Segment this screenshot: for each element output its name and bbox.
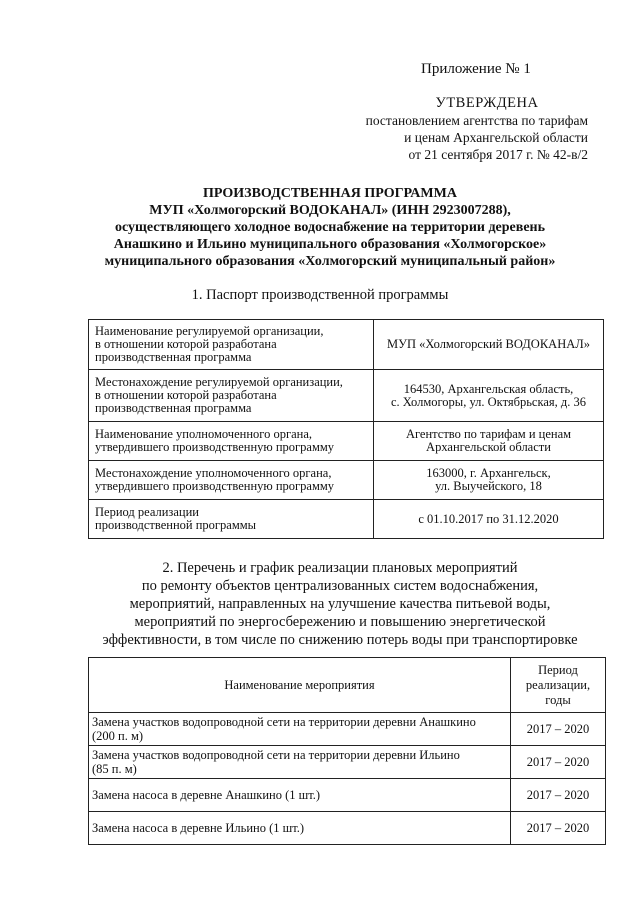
- table-row: [89, 713, 606, 746]
- cell-line: Замена насоса в деревне Анашкино (1 шт.): [92, 788, 321, 802]
- cell-line: ул. Выучейского, 18: [435, 479, 542, 493]
- cell-line: утвердившего производственную программу: [95, 479, 335, 493]
- heading-line: мероприятий, направленных на улучшение качества питьевой воды,: [129, 596, 551, 612]
- table-row: [89, 370, 604, 422]
- table-row: [89, 812, 606, 845]
- table-row: [89, 500, 604, 539]
- cell-line: с. Холмогоры, ул. Октябрьская, д. 36: [390, 394, 587, 409]
- measure-period-cell: 2017 – 2020: [511, 713, 606, 746]
- heading-line: эффективности, в том числе по снижению потерь воды при транспортировке: [102, 632, 578, 648]
- title-line: осуществляющего холодное водоснабжение на территории деревень: [114, 220, 545, 235]
- header-line: годы: [545, 692, 571, 707]
- passport-label-cell: [89, 370, 374, 422]
- measure-name-cell: [89, 812, 511, 845]
- measure-name-cell: [89, 713, 511, 746]
- approved-line: от 21 сентября 2017 г. № 42-в/2: [408, 147, 588, 162]
- passport-label-cell: [89, 320, 374, 370]
- passport-value-cell: [374, 422, 604, 461]
- passport-value-cell: [374, 320, 604, 370]
- cell-line: Местонахождение регулируемой организации,: [95, 375, 343, 389]
- cell-line: Период реализации: [95, 505, 199, 519]
- cell-line: Наименование уполномоченного органа,: [95, 427, 312, 441]
- cell-line: в отношении которой разработана: [95, 388, 277, 402]
- cell-line: в отношении которой разработана: [95, 337, 277, 351]
- document-title: [60, 185, 600, 270]
- measure-period-cell: 2017 – 2020: [511, 746, 606, 779]
- header-line: Период: [538, 662, 578, 677]
- cell-line: Замена участков водопроводной сети на территории деревни Ильино: [92, 748, 460, 762]
- measure-period-cell: 2017 – 2020: [511, 812, 606, 845]
- passport-value-cell: [374, 461, 604, 500]
- passport-label-cell: [89, 461, 374, 500]
- measure-name-cell: [89, 746, 511, 779]
- measure-period-cell: 2017 – 2020: [511, 779, 606, 812]
- table-row: [89, 461, 604, 500]
- passport-label-cell: [89, 500, 374, 539]
- cell-line: с 01.10.2017 по 31.12.2020: [418, 511, 559, 526]
- heading-line: по ремонту объектов централизованных систем водоснабжения,: [141, 578, 539, 594]
- cell-line: производственная программа: [95, 350, 252, 364]
- section2-heading: [60, 559, 620, 649]
- passport-table: [88, 319, 604, 539]
- appendix-label: Приложение № 1: [421, 61, 531, 77]
- approved-heading: УТВЕРЖДЕНА: [435, 95, 539, 111]
- cell-line: Агентство по тарифам и ценам: [405, 427, 572, 441]
- passport-value-cell: [374, 370, 604, 422]
- section1-heading: 1. Паспорт производственной программы: [191, 287, 449, 303]
- column-header-name: Наименование мероприятия: [89, 658, 511, 713]
- cell-line: 164530, Архангельская область,: [403, 381, 574, 396]
- heading-line: мероприятий по энергосбережению и повышению энергетической: [134, 614, 546, 630]
- column-header-period: [511, 658, 606, 713]
- table-header-row: [89, 658, 606, 713]
- cell-line: 163000, г. Архангельск,: [426, 466, 551, 480]
- cell-line: (85 п. м): [92, 762, 137, 776]
- title-line: ПРОИЗВОДСТВЕННАЯ ПРОГРАММА: [203, 186, 457, 201]
- title-line: МУП «Холмогорский ВОДОКАНАЛ» (ИНН 2923007288),: [149, 203, 511, 218]
- passport-label-cell: [89, 422, 374, 461]
- title-line: Анашкино и Ильино муниципального образования «Холмогорское»: [113, 237, 547, 252]
- table-row: [89, 779, 606, 812]
- cell-line: производственная программа: [95, 401, 252, 415]
- approved-line: и ценам Архангельской области: [404, 130, 588, 145]
- table-row: [89, 422, 604, 461]
- cell-line: Местонахождение уполномоченного органа,: [95, 466, 332, 480]
- cell-line: Замена участков водопроводной сети на территории деревни Анашкино: [92, 715, 476, 729]
- measures-table: [88, 657, 606, 845]
- measure-name-cell: [89, 779, 511, 812]
- cell-line: Замена насоса в деревне Ильино (1 шт.): [92, 821, 305, 835]
- header-line: реализации,: [525, 677, 591, 692]
- title-line: муниципального образования «Холмогорский муниципальный район»: [104, 254, 556, 269]
- approved-line: постановлением агентства по тарифам: [365, 113, 588, 128]
- cell-line: Наименование регулируемой организации,: [95, 324, 324, 338]
- table-row: [89, 320, 604, 370]
- table-row: [89, 746, 606, 779]
- cell-line: Архангельской области: [426, 440, 551, 454]
- cell-line: утвердившего производственную программу: [95, 440, 335, 454]
- cell-line: (200 п. м): [92, 729, 144, 743]
- approval-stamp: [330, 95, 588, 163]
- cell-line: МУП «Холмогорский ВОДОКАНАЛ»: [387, 337, 590, 351]
- passport-value-cell: [374, 500, 604, 539]
- cell-line: производственной программы: [95, 518, 257, 532]
- heading-line: 2. Перечень и график реализации плановых мероприятий: [162, 560, 518, 576]
